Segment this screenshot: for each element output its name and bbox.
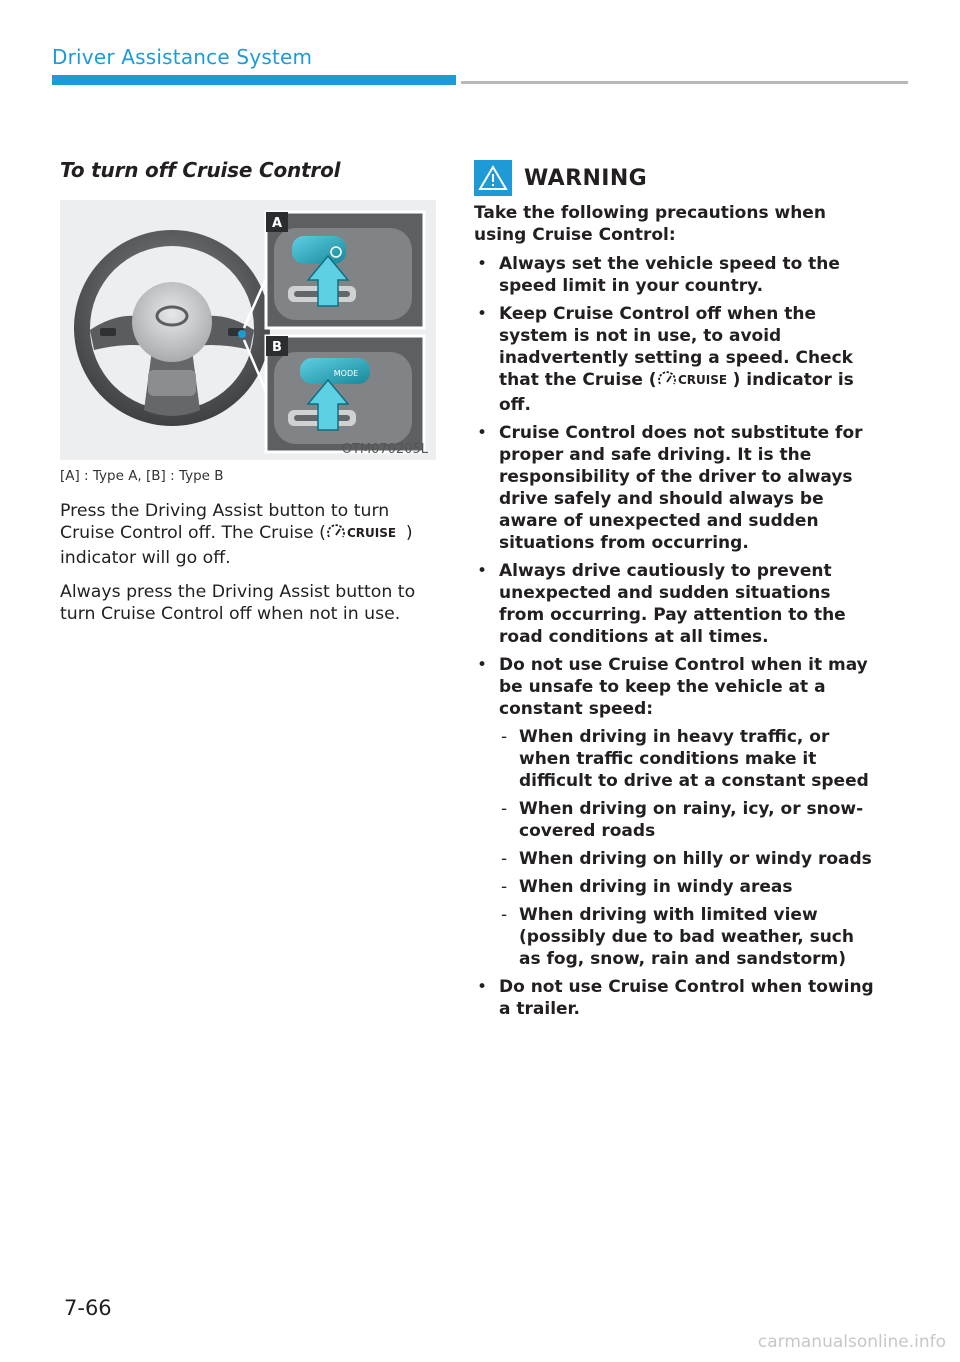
section-header-title: Driver Assistance System [52,45,313,69]
warning-list [474,253,874,1020]
warning-title: WARNING [524,165,648,191]
list-item [474,654,874,970]
cruise-indicator-icon [326,523,406,547]
list-item-text: Keep Cruise Control off when the system is not in use, to avoid inadvertently setting a speed. Check that the Cruise ( [499,304,853,390]
conditions-sublist [499,726,874,970]
svg-text:CRUISE: CRUISE [346,526,397,540]
warning-header [474,160,874,196]
watermark: carmanualsonline.info [757,1332,946,1352]
list-item-text: ) indicator is off. [499,370,854,415]
header-accent-bar [52,75,456,85]
sub-list-item: - When driving in windy areas [499,876,874,898]
steering-wheel-figure [60,200,436,460]
sub-list-item: - When driving with limited view (possibly due to bad weather, such as fog, snow, rain and sandstorm) [499,904,874,970]
figure-caption: [A] : Type A, [B] : Type B [60,468,224,484]
sub-list-item: - When driving in heavy traffic, or when traffic conditions make it difficult to drive at a constant speed [499,726,874,792]
inset-a-label: A [271,216,283,231]
steering-wheel-illustration [60,200,436,460]
reminder-paragraph: Always press the Driving Assist button to turn Cruise Control off when not in use. [60,582,416,624]
figure-code: OTM070205L [341,442,428,457]
list-item-text: Do not use Cruise Control when it may be unsafe to keep the vehicle at a constant speed: [499,655,868,719]
left-column [60,158,438,637]
mode-button-text: MODE [333,369,359,378]
list-item: • Do not use Cruise Control when towing a trailer. [474,976,874,1020]
list-item: • Cruise Control does not substitute for proper and safe driving. It is the responsibility of the driver to always drive safely and should always be aware of unexpected and sudden situations from occurring. [474,422,874,554]
header-divider-line [461,81,908,84]
paragraph-text: ) indicator will go off. [60,523,413,568]
svg-text:CRUISE: CRUISE [677,373,727,387]
paragraph-text: Press the Driving Assist button to turn Cruise Control off. The Cruise ( [60,501,390,543]
wheel-hub [132,282,212,362]
list-item [474,303,874,416]
list-item: • Always set the vehicle speed to the speed limit in your country. [474,253,874,297]
warning-column [474,160,874,1026]
warning-icon [474,160,512,196]
sub-list-item: - When driving on rainy, icy, or snow-covered roads [499,798,874,842]
sub-list-item: - When driving on hilly or windy roads [499,848,874,870]
warning-intro: Take the following precautions when using Cruise Control: [474,203,826,245]
section-heading: To turn off Cruise Control [60,158,341,182]
instruction-paragraph [60,500,438,569]
page-number: 7-66 [64,1296,112,1320]
inset-b-label: B [272,340,282,355]
driving-assist-button-a [292,236,346,264]
cruise-indicator-icon [657,370,733,394]
list-item: • Always drive cautiously to prevent unexpected and sudden situations from occurring. Pay attention to the road conditions at all times. [474,560,874,648]
